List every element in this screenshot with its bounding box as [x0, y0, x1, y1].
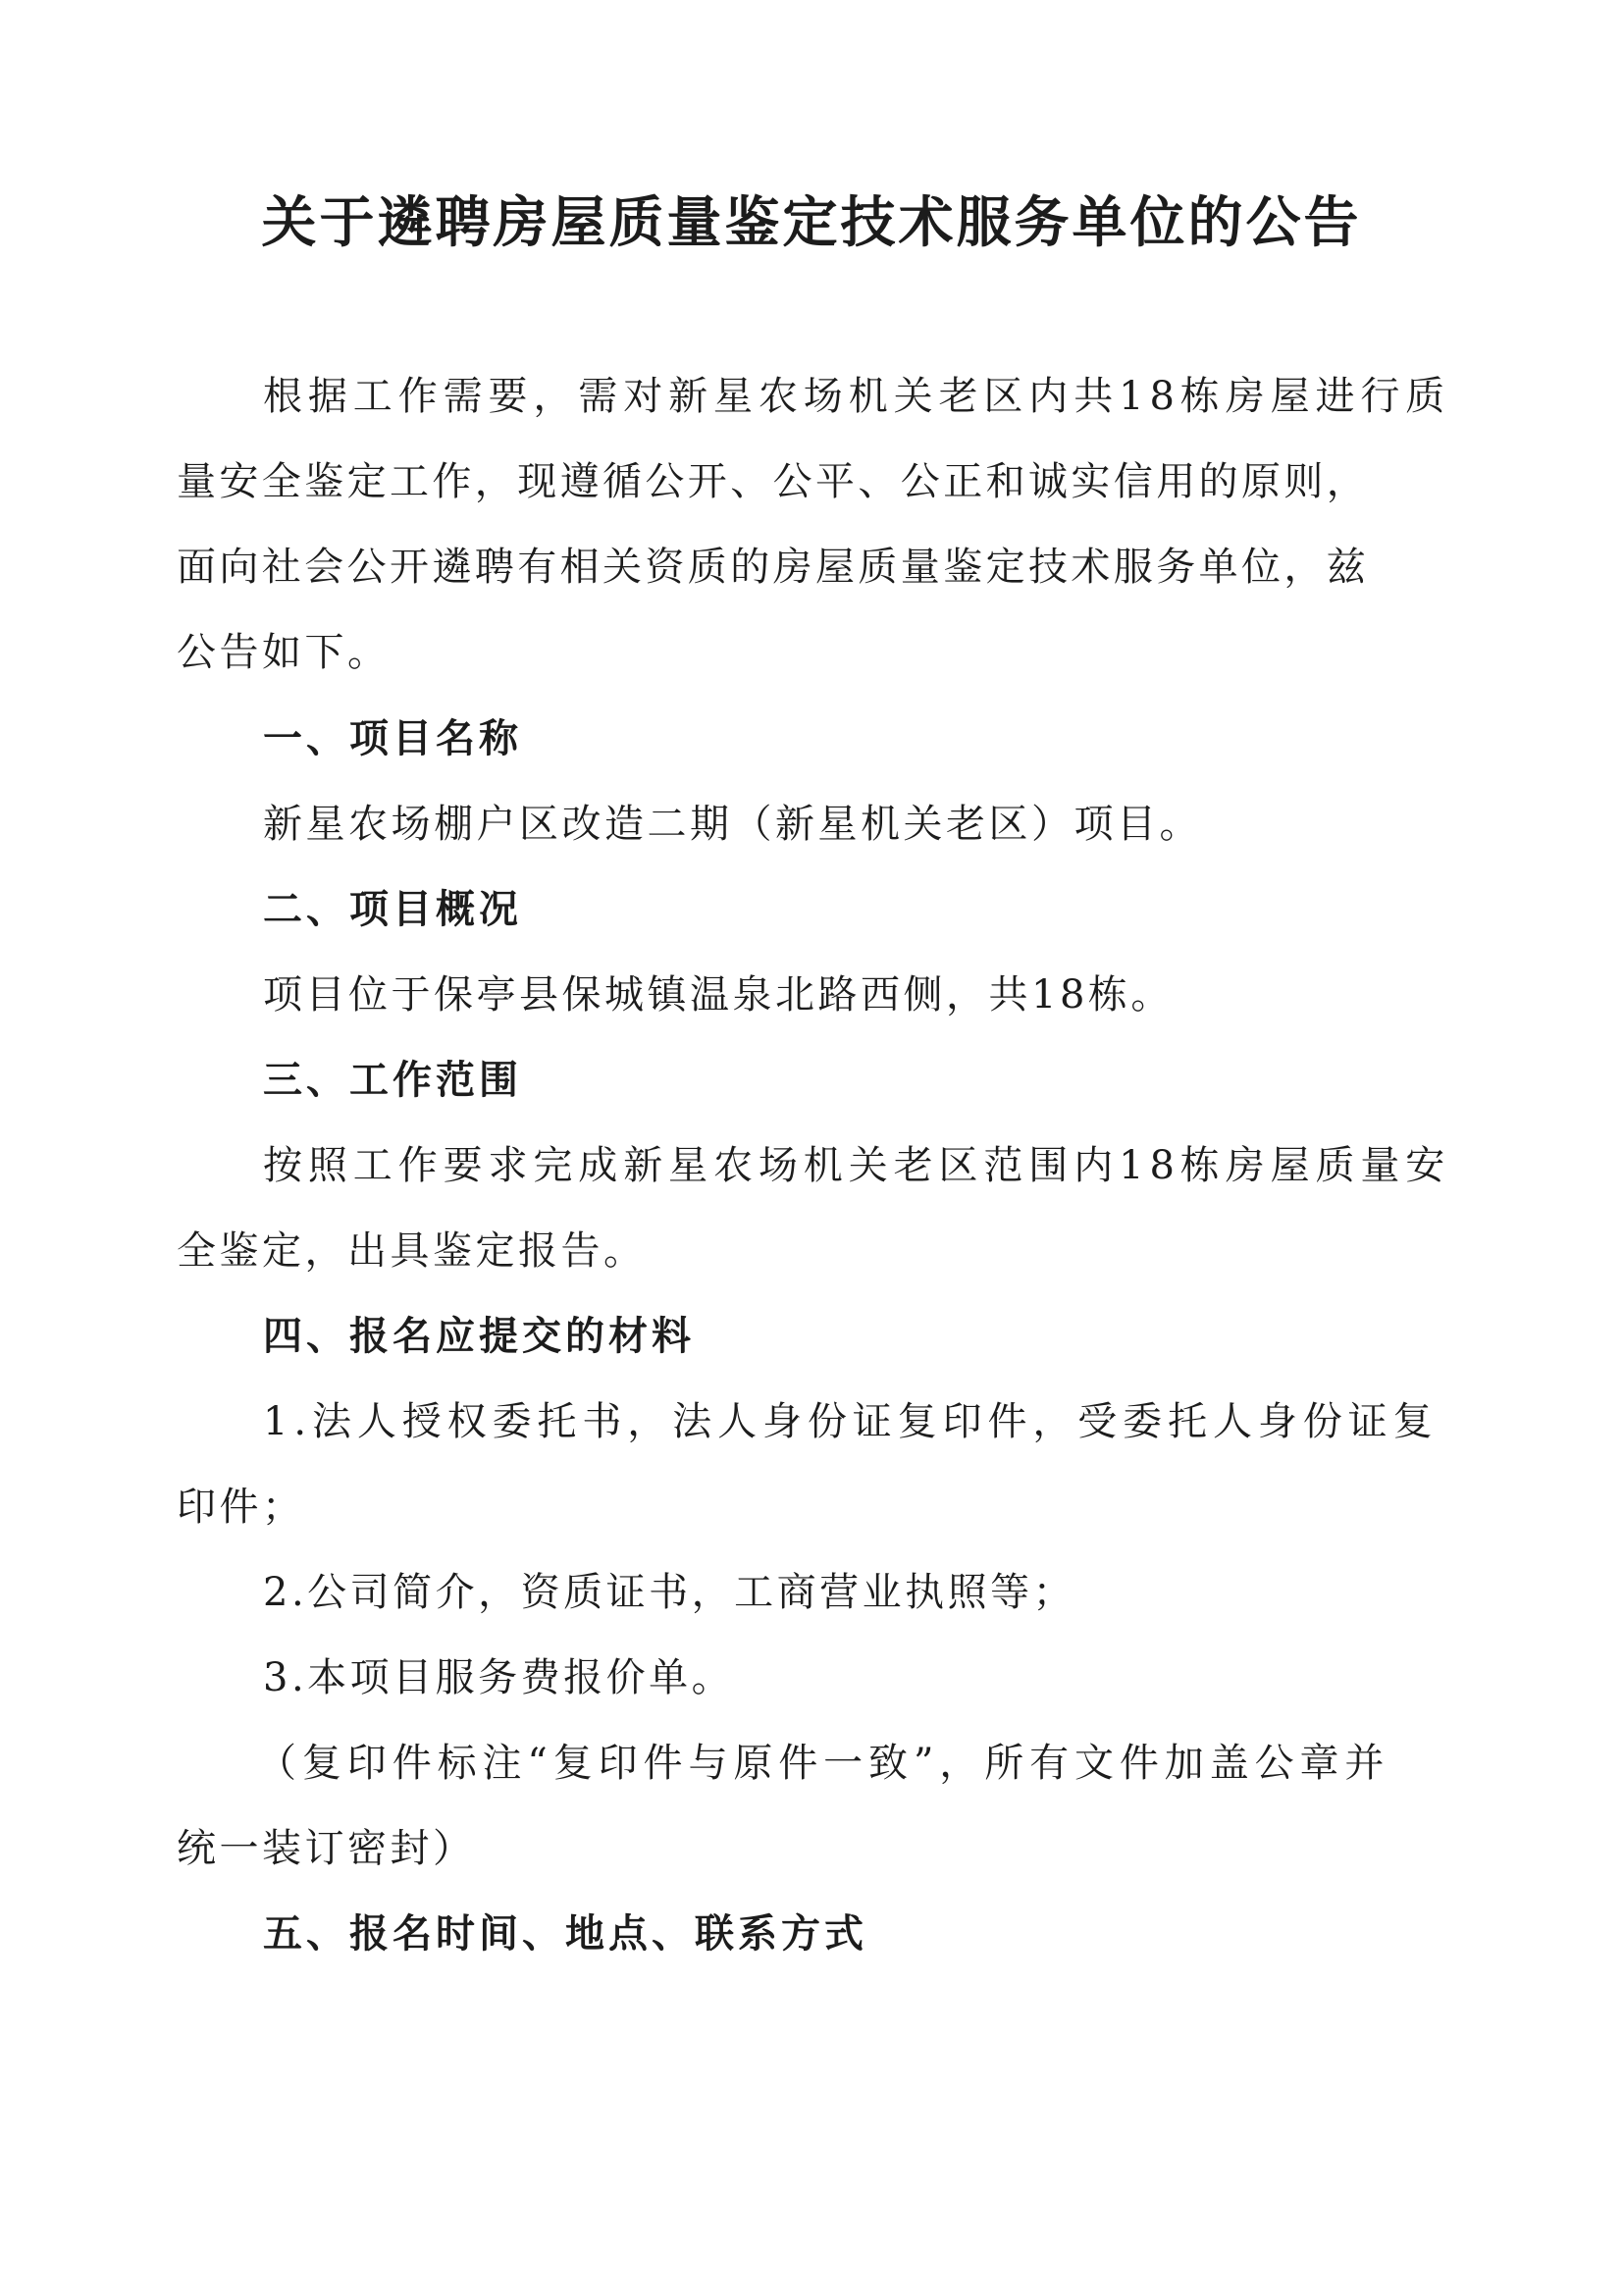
- section-3-heading: 三、工作范围: [263, 1058, 522, 1103]
- section-1-heading: 一、项目名称: [263, 716, 522, 761]
- section-3-line-1: 按照工作要求完成新星农场机关老区范围内18栋房屋质量安: [263, 1143, 1451, 1188]
- intro-line-1: 根据工作需要，需对新星农场机关老区内共18栋房屋进行质: [263, 374, 1451, 419]
- section-4-item-3: 3.本项目服务费报价单。: [263, 1655, 735, 1700]
- section-2-body: 项目位于保亭县保城镇温泉北路西侧，共18栋。: [263, 972, 1174, 1018]
- intro-line-2: 量安全鉴定工作，现遵循公开、公平、公正和诚实信用的原则，: [177, 459, 1370, 504]
- section-4-item-1-line-1: 1.法人授权委托书，法人身份证复印件，受委托人身份证复: [263, 1399, 1439, 1444]
- section-4-item-1-line-2: 印件；: [177, 1485, 305, 1530]
- section-4-heading: 四、报名应提交的材料: [263, 1314, 695, 1359]
- section-1-body: 新星农场棚户区改造二期（新星机关老区）项目。: [263, 802, 1202, 847]
- document-title: 关于遴聘房屋质量鉴定技术服务单位的公告: [261, 191, 1362, 255]
- intro-line-3: 面向社会公开遴聘有相关资质的房屋质量鉴定技术服务单位，兹: [177, 545, 1370, 590]
- section-4-item-2: 2.公司简介，资质证书，工商营业执照等；: [263, 1570, 1076, 1615]
- section-5-heading: 五、报名时间、地点、联系方式: [263, 1911, 867, 1957]
- section-3-line-2: 全鉴定，出具鉴定报告。: [177, 1228, 647, 1274]
- intro-line-4: 公告如下。: [177, 630, 391, 675]
- section-2-heading: 二、项目概况: [263, 887, 522, 932]
- section-4-note-line-1: （复印件标注“复印件与原件一致”，所有文件加盖公章并: [257, 1741, 1390, 1786]
- section-4-note-line-2: 统一装订密封）: [177, 1826, 476, 1871]
